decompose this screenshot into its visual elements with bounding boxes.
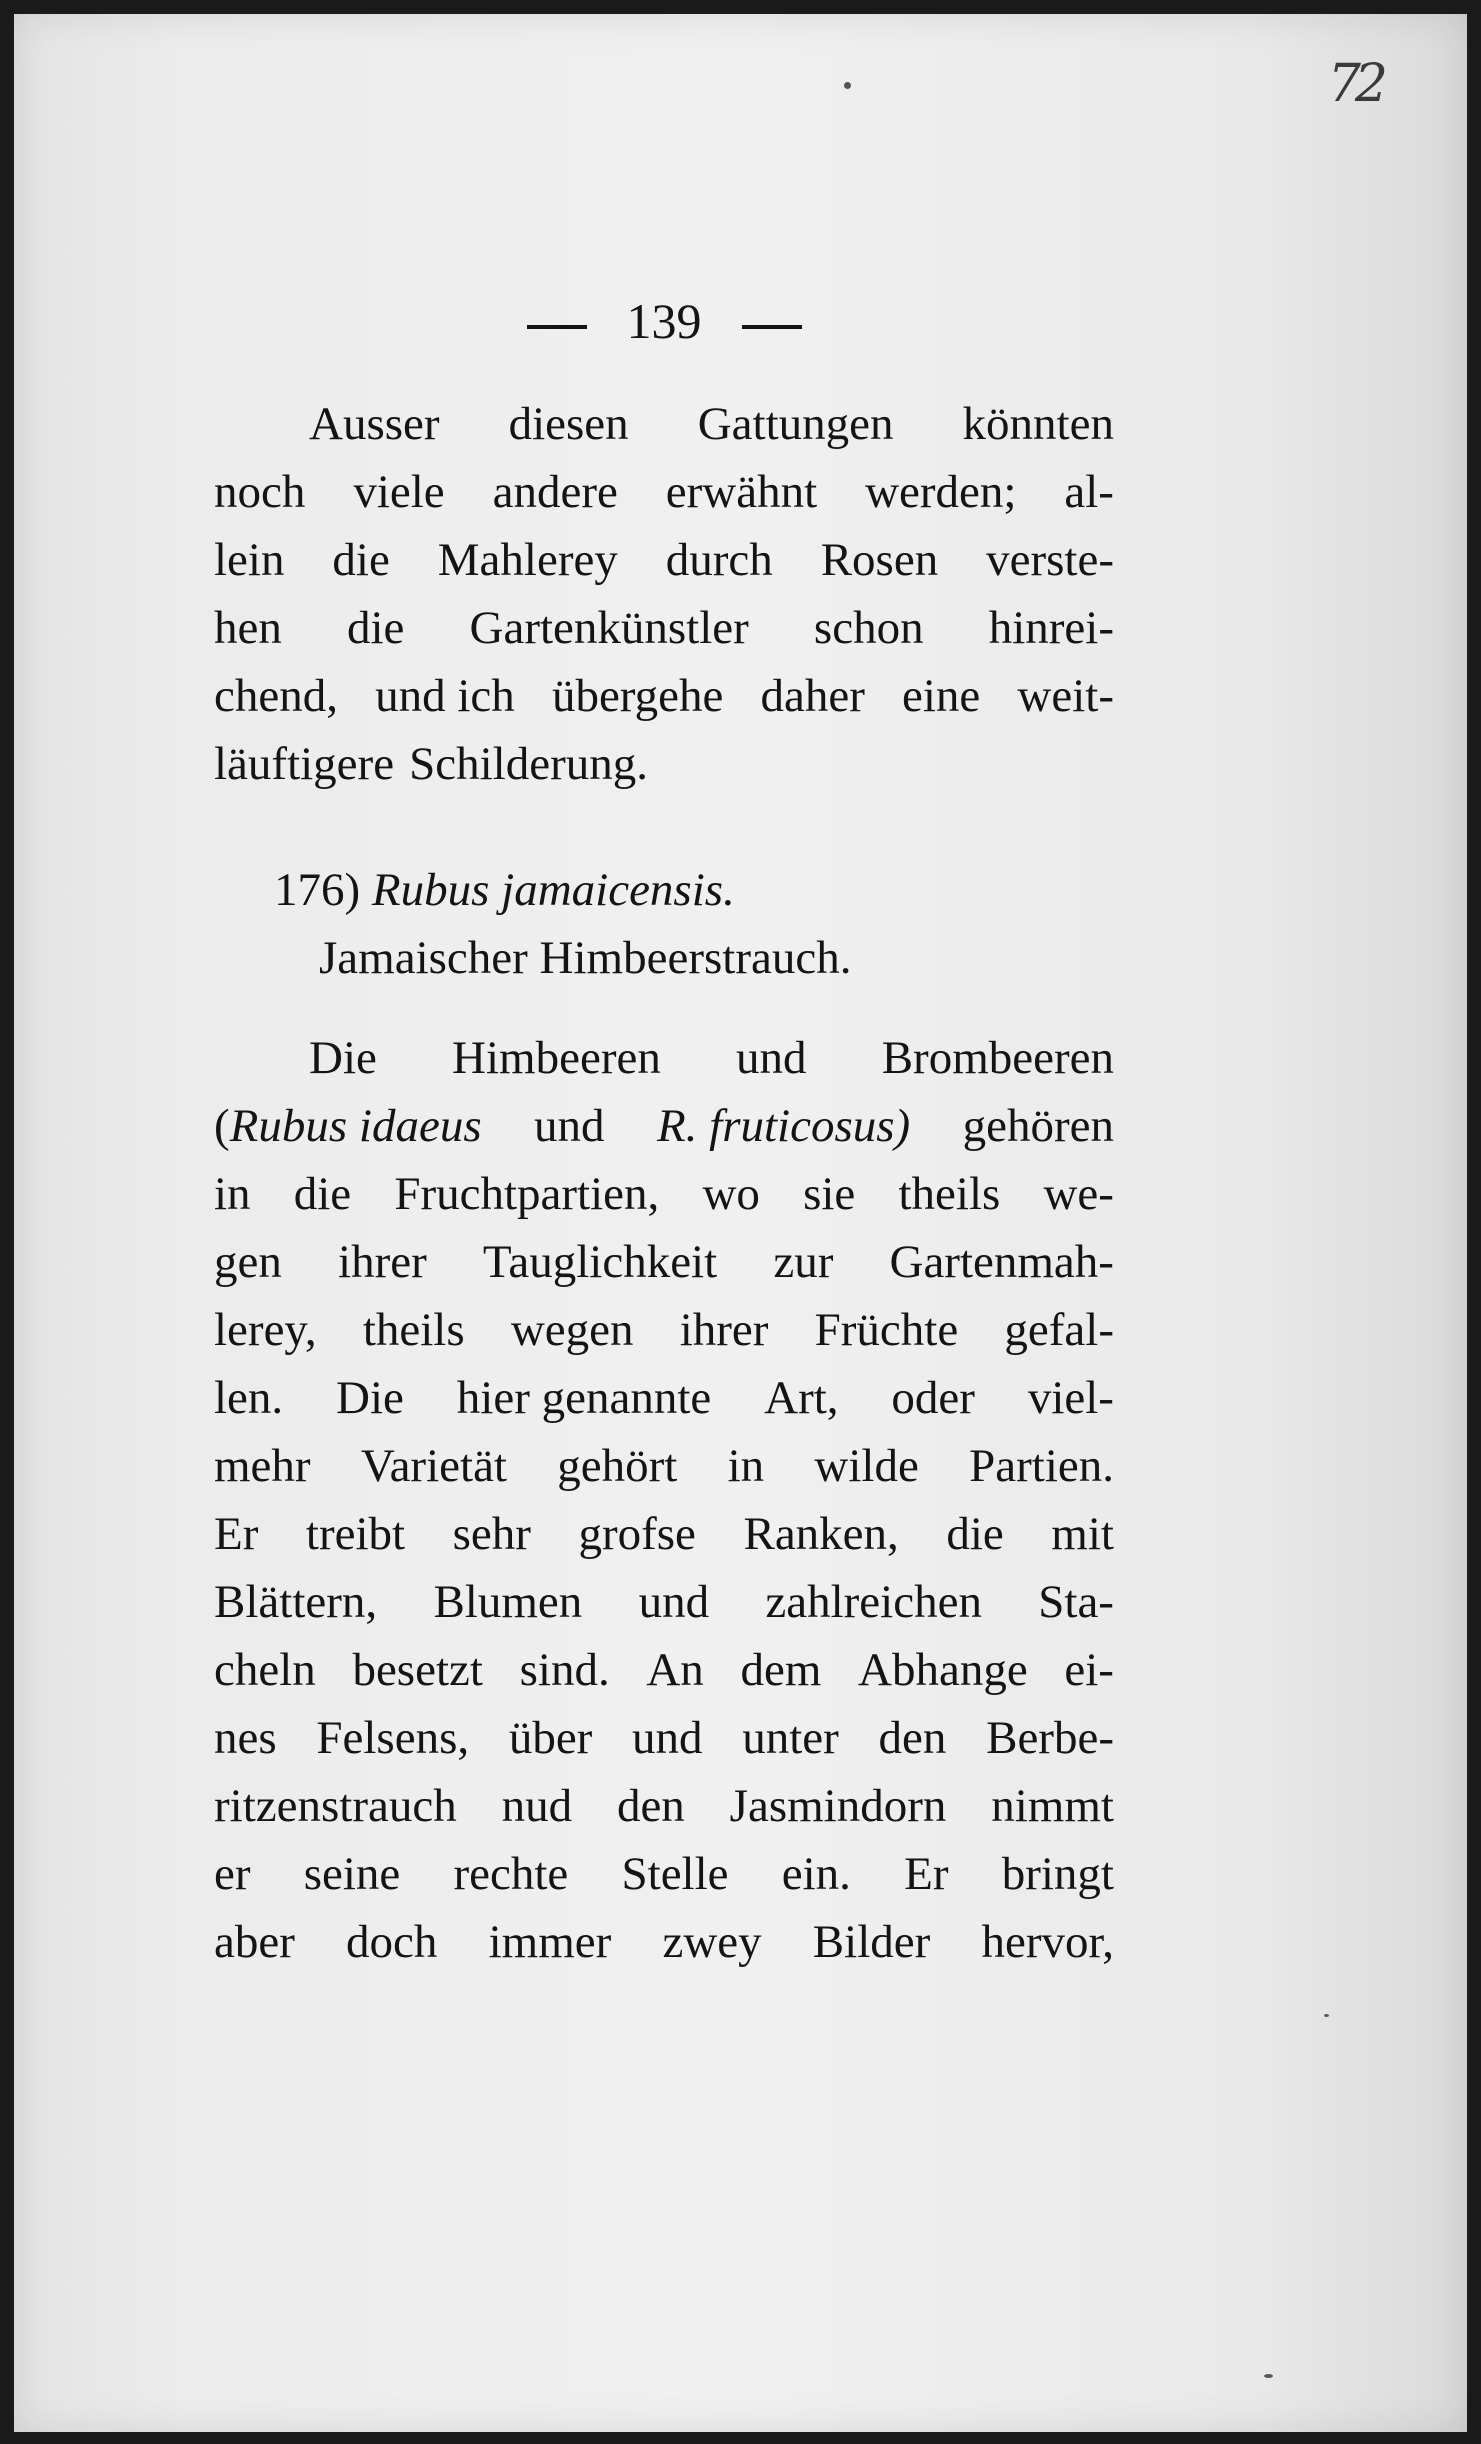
word: hier genannte bbox=[456, 1372, 712, 1424]
text-line bbox=[214, 730, 1114, 798]
word: übergehe bbox=[551, 670, 724, 722]
word: oder bbox=[891, 1372, 975, 1424]
entry-heading bbox=[214, 856, 1114, 992]
word: erwähnt bbox=[665, 466, 818, 518]
word: ei- bbox=[1064, 1644, 1114, 1696]
word: Felsens, bbox=[316, 1712, 470, 1764]
paragraph-2 bbox=[214, 1024, 1114, 1976]
word: chend, bbox=[214, 670, 338, 722]
text-line bbox=[214, 458, 1114, 526]
word: und bbox=[638, 1576, 710, 1628]
word: wo bbox=[702, 1168, 760, 1220]
word: und ich bbox=[375, 670, 515, 722]
entry-title-line bbox=[214, 856, 1114, 924]
word: die bbox=[346, 602, 405, 654]
word: theils bbox=[362, 1304, 465, 1356]
word: seine bbox=[303, 1848, 401, 1900]
word: könnten bbox=[962, 398, 1114, 450]
text-line bbox=[214, 526, 1114, 594]
text-line bbox=[214, 390, 1114, 458]
word: Stelle bbox=[621, 1848, 729, 1900]
word: nes bbox=[214, 1712, 277, 1764]
word: Gartenmah- bbox=[889, 1236, 1114, 1288]
word: Jasmindorn bbox=[729, 1780, 947, 1832]
word: er bbox=[214, 1848, 251, 1900]
word: hen bbox=[214, 602, 282, 654]
word: sehr bbox=[452, 1508, 531, 1560]
word: gehört bbox=[557, 1440, 678, 1492]
word: Tauglichkeit bbox=[482, 1236, 718, 1288]
word: ein. bbox=[781, 1848, 851, 1900]
word: besetzt bbox=[352, 1644, 483, 1696]
text-line bbox=[214, 1160, 1114, 1228]
word: Blättern, bbox=[214, 1576, 378, 1628]
word: Varietät bbox=[360, 1440, 507, 1492]
text-line bbox=[214, 1024, 1114, 1092]
header-dash-left bbox=[527, 325, 587, 329]
word: doch bbox=[346, 1916, 438, 1968]
word: durch bbox=[665, 534, 773, 586]
text-line bbox=[214, 1636, 1114, 1704]
word: diesen bbox=[508, 398, 629, 450]
word: Berbe- bbox=[986, 1712, 1114, 1764]
page-number: 139 bbox=[626, 293, 702, 349]
text-line bbox=[214, 594, 1114, 662]
word: mehr bbox=[214, 1440, 311, 1492]
word: weit- bbox=[1017, 670, 1114, 722]
text-line bbox=[214, 662, 1114, 730]
word: schon bbox=[813, 602, 924, 654]
latin-term-1 bbox=[214, 1092, 482, 1160]
word: wilde bbox=[814, 1440, 919, 1492]
text-line bbox=[214, 1092, 1114, 1160]
word: in bbox=[214, 1168, 251, 1220]
entry-latin-name: Rubus jamaicensis. bbox=[371, 864, 735, 916]
ink-speck bbox=[1264, 2374, 1273, 2378]
word: An bbox=[646, 1644, 704, 1696]
word: Mahlerey bbox=[437, 534, 618, 586]
word: den bbox=[878, 1712, 947, 1764]
text-line bbox=[214, 1500, 1114, 1568]
word: zwey bbox=[662, 1916, 762, 1968]
word: gefal- bbox=[1004, 1304, 1114, 1356]
word: viele bbox=[353, 466, 445, 518]
word: sie bbox=[803, 1168, 856, 1220]
word: ritzenstrauch bbox=[214, 1780, 457, 1832]
text-line bbox=[214, 1296, 1114, 1364]
word: sind. bbox=[519, 1644, 610, 1696]
word: Gattungen bbox=[697, 398, 894, 450]
ink-speck bbox=[844, 82, 851, 89]
word: gehören bbox=[962, 1100, 1114, 1152]
word: hinrei- bbox=[988, 602, 1114, 654]
open-paren: ( bbox=[214, 1100, 230, 1152]
word: Die bbox=[309, 1032, 377, 1084]
word: len. bbox=[214, 1372, 284, 1424]
word: Er bbox=[214, 1508, 259, 1560]
word: Ranken, bbox=[743, 1508, 899, 1560]
word: nimmt bbox=[991, 1780, 1114, 1832]
page-header bbox=[214, 292, 1114, 350]
word: wegen bbox=[510, 1304, 634, 1356]
word: die bbox=[332, 534, 390, 586]
text-line bbox=[214, 1228, 1114, 1296]
word: Die bbox=[336, 1372, 404, 1424]
word: ihrer bbox=[338, 1236, 427, 1288]
word: Ausser bbox=[309, 398, 440, 450]
word: über bbox=[508, 1712, 593, 1764]
text-line bbox=[214, 1432, 1114, 1500]
folio-mark: 72 bbox=[1327, 54, 1382, 114]
word: den bbox=[616, 1780, 685, 1832]
word: eine bbox=[901, 670, 981, 722]
word: Blumen bbox=[433, 1576, 583, 1628]
text-line bbox=[214, 1772, 1114, 1840]
word: hervor, bbox=[981, 1916, 1114, 1968]
word: Fruchtpartien, bbox=[394, 1168, 660, 1220]
text-line bbox=[214, 1568, 1114, 1636]
word: andere bbox=[492, 466, 618, 518]
text-line bbox=[214, 1908, 1114, 1976]
word: immer bbox=[488, 1916, 612, 1968]
word: Himbeeren bbox=[452, 1032, 661, 1084]
word: und bbox=[632, 1712, 703, 1764]
book-page bbox=[14, 14, 1467, 2432]
latin-term-2: R. fruticosus) bbox=[656, 1100, 911, 1152]
word: verste- bbox=[986, 534, 1114, 586]
word: cheln bbox=[214, 1644, 316, 1696]
word: al- bbox=[1064, 466, 1114, 518]
word: Sta- bbox=[1038, 1576, 1114, 1628]
word: daher bbox=[760, 670, 865, 722]
word: die bbox=[293, 1168, 352, 1220]
word: Abhange bbox=[858, 1644, 1028, 1696]
latin-term: Rubus idaeus bbox=[229, 1100, 482, 1152]
word: mit bbox=[1051, 1508, 1114, 1560]
entry-number: 176) bbox=[274, 864, 361, 916]
word: Bilder bbox=[812, 1916, 931, 1968]
word: viel- bbox=[1027, 1372, 1114, 1424]
word: ihrer bbox=[679, 1304, 769, 1356]
entry-german-name: Jamaischer Himbeerstrauch. bbox=[319, 932, 852, 984]
ink-speck bbox=[1324, 2014, 1329, 2017]
text-line bbox=[214, 1364, 1114, 1432]
word: Art, bbox=[764, 1372, 839, 1424]
word: Brombeeren bbox=[881, 1032, 1114, 1084]
word: werden; bbox=[865, 466, 1017, 518]
word: lerey, bbox=[214, 1304, 317, 1356]
word: läuftigere bbox=[214, 738, 395, 790]
word: Früchte bbox=[814, 1304, 959, 1356]
text-line bbox=[214, 1840, 1114, 1908]
word: grofse bbox=[578, 1508, 696, 1560]
word: we- bbox=[1043, 1168, 1114, 1220]
word: Rosen bbox=[820, 534, 939, 586]
word: treibt bbox=[305, 1508, 406, 1560]
text-line bbox=[214, 1704, 1114, 1772]
word: unter bbox=[742, 1712, 839, 1764]
word: in bbox=[727, 1440, 765, 1492]
word: bringt bbox=[1001, 1848, 1114, 1900]
word: theils bbox=[898, 1168, 1001, 1220]
word: Gartenkünstler bbox=[469, 602, 749, 654]
word: aber bbox=[214, 1916, 295, 1968]
word: und bbox=[736, 1032, 807, 1084]
word: zahlreichen bbox=[765, 1576, 982, 1628]
word: Partien. bbox=[969, 1440, 1114, 1492]
word: dem bbox=[740, 1644, 822, 1696]
paragraph-1 bbox=[214, 390, 1114, 798]
word: rechte bbox=[453, 1848, 569, 1900]
word: nud bbox=[501, 1780, 573, 1832]
word: und bbox=[534, 1100, 605, 1152]
word: gen bbox=[214, 1236, 282, 1288]
word: zur bbox=[773, 1236, 834, 1288]
word: lein bbox=[214, 534, 285, 586]
word: die bbox=[946, 1508, 1004, 1560]
word: Schilderung. bbox=[409, 738, 648, 790]
word: noch bbox=[214, 466, 306, 518]
header-dash-right bbox=[742, 325, 802, 329]
word: Er bbox=[904, 1848, 949, 1900]
